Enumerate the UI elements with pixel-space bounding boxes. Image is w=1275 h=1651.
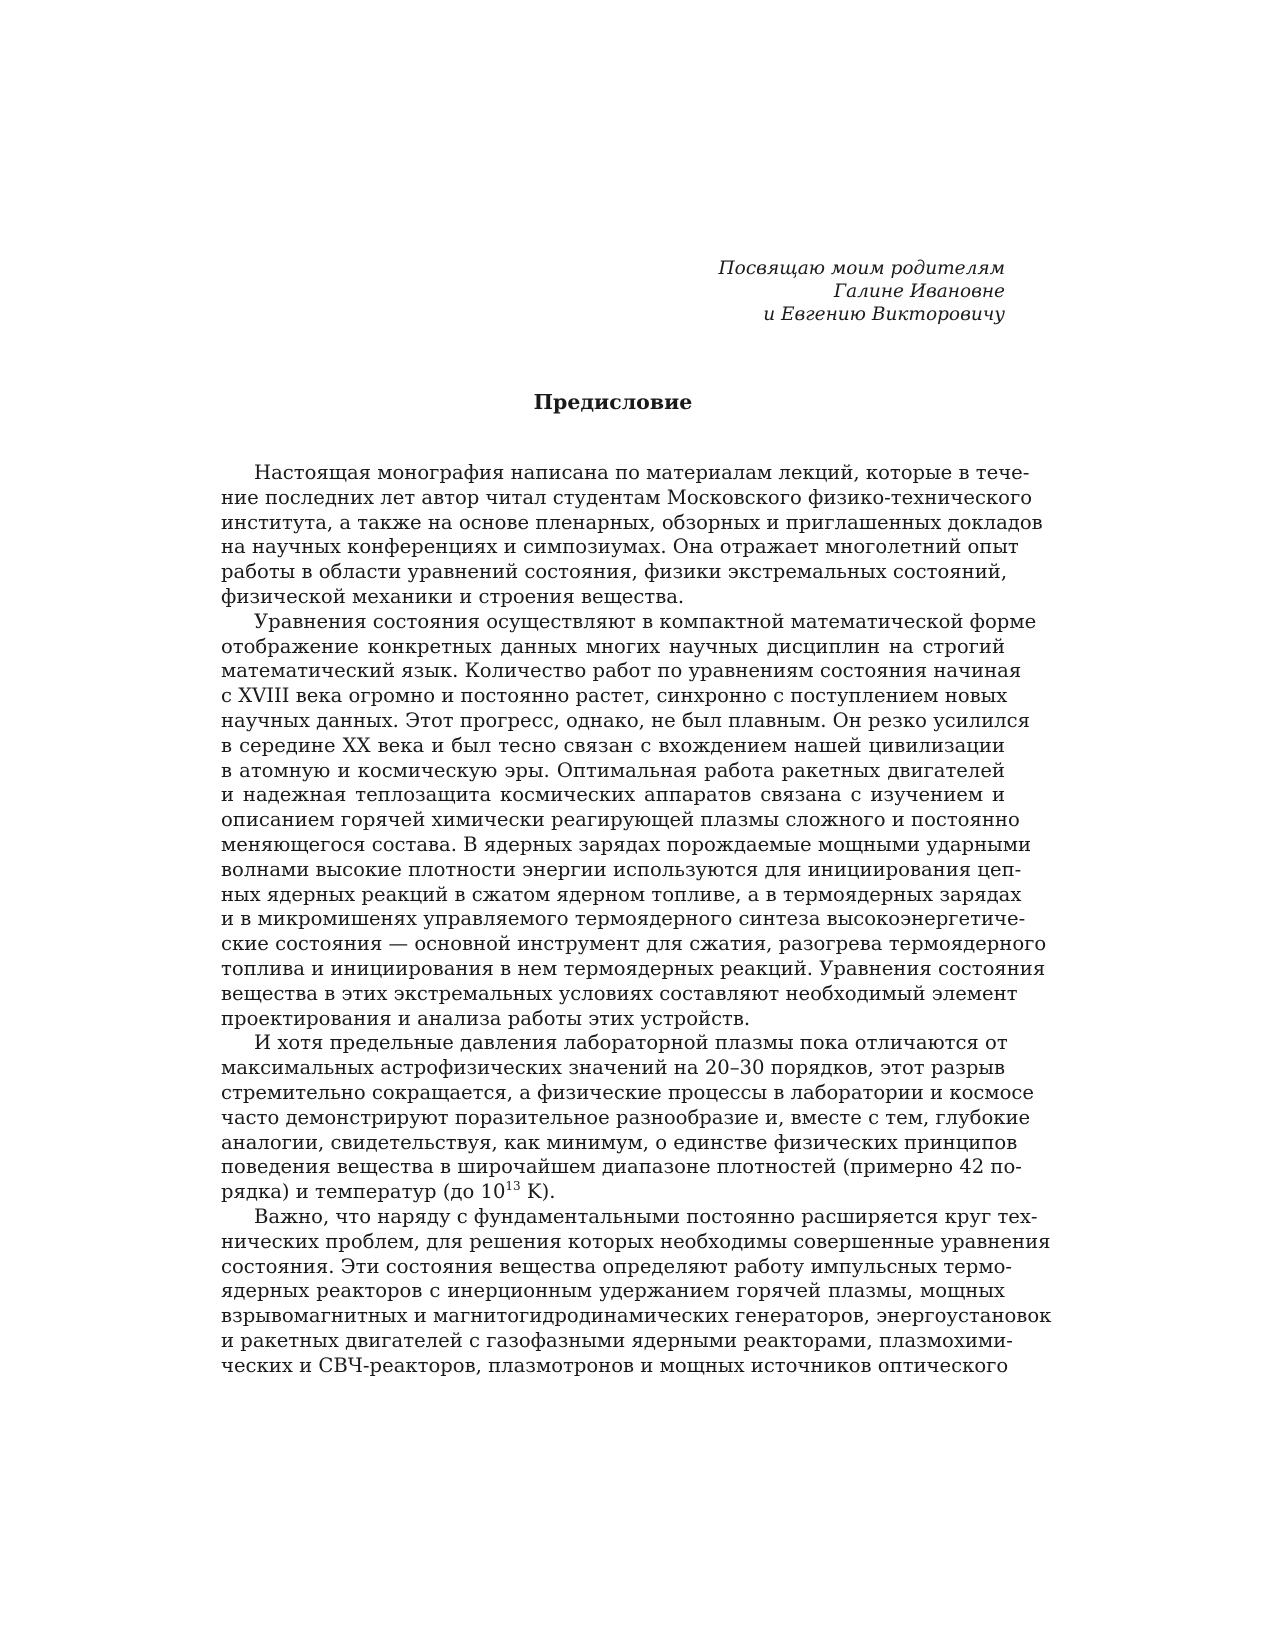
text-line: меняющегося состава. В ядерных зарядах порождаемые мощными ударными	[221, 832, 1032, 856]
text-line: ские состояния — основной инструмент для сжатия, разогрева термоядерного	[221, 932, 1047, 956]
text-line: ядерных реакторов с инерционным удержанием горячей плазмы, мощных	[221, 1279, 1005, 1303]
text-line: ных ядерных реакций в сжатом ядерном топливе, а в термоядерных зарядах	[221, 882, 1022, 906]
text-line: часто демонстрируют поразительное разнообразие и, вместе с тем, глубокие	[221, 1105, 1031, 1129]
text-line: и ракетных двигателей с газофазными ядерными реакторами, плазмохими-	[221, 1328, 1013, 1352]
exponent: 13	[505, 1179, 521, 1194]
text-line: И хотя предельные давления лабораторной плазмы пока отличаются от	[254, 1031, 1008, 1055]
text-line: физической механики и строения вещества.	[221, 584, 685, 608]
paragraph	[221, 1031, 1034, 1205]
text-line: института, а также на основе пленарных, обзорных и приглашенных докладов	[221, 510, 1043, 534]
dedication-line: Галине Ивановне	[833, 281, 1005, 302]
paragraph	[221, 609, 1047, 1032]
text-line: нических проблем, для решения которых необходимы совершенные уравнения	[221, 1229, 1051, 1253]
text-line	[221, 1180, 1005, 1205]
section-heading: Предисловие	[533, 390, 693, 414]
paragraph	[221, 461, 1043, 610]
text-line: и надежная теплозащита космических аппаратов связана с изучением и	[221, 783, 1005, 807]
paragraph	[221, 1204, 1052, 1379]
text-line: в середине XX века и был тесно связан с вхождением нашей цивилизации	[221, 733, 1005, 757]
text-line: волнами высокие плотности энергии используются для инициирования цеп-	[221, 857, 1022, 881]
text-line: в атомную и космическую эры. Оптимальная работа ракетных двигателей	[221, 758, 1005, 782]
text-line: с XVIII века огромно и постоянно растет, синхронно с поступлением новых	[221, 684, 1008, 708]
text-line: и в микромишенях управляемого термоядерного синтеза высокоэнергетиче-	[221, 907, 1026, 931]
dedication-line: Посвящаю моим родителям	[718, 258, 1005, 279]
dedication	[719, 257, 1005, 326]
text-line: аналогии, свидетельствуя, как минимум, о единстве физических принципов	[221, 1130, 1018, 1154]
text-line: вещества в этих экстремальных условиях составляют необходимый элемент	[221, 981, 1018, 1005]
text-line: работы в области уравнений состояния, физики экстремальных состояний,	[221, 560, 1008, 584]
text-line: поведения вещества в широчайшем диапазоне плотностей (примерно 42 по-	[221, 1155, 1022, 1179]
text-line: Важно, что наряду с фундаментальными постоянно расширяется круг тех-	[254, 1204, 1038, 1228]
text-fragment: K).	[520, 1180, 556, 1204]
dedication-line: и Евгению Викторовичу	[763, 304, 1005, 325]
text-line: топлива и инициирования в нем термоядерных реакций. Уравнения состояния	[221, 956, 1046, 980]
text-line: описанием горячей химически реагирующей плазмы сложного и постоянно	[221, 808, 1020, 832]
text-line: научных данных. Этот прогресс, однако, не был плавным. Он резко усилился	[221, 708, 1030, 732]
text-line: состояния. Эти состояния вещества определяют работу импульсных термо-	[221, 1254, 1012, 1278]
text-line: проектирования и анализа работы этих устройств.	[221, 1006, 751, 1030]
text-line: ческих и СВЧ-реакторов, плазмотронов и мощных источников оптического	[221, 1353, 1009, 1377]
text-line: математический язык. Количество работ по уравнениям состояния начиная	[221, 659, 1022, 683]
body-text	[221, 461, 1052, 1378]
text-line: отображение конкретных данных многих научных дисциплин на строгий	[221, 634, 1005, 658]
text-line: Настоящая монография написана по материалам лекций, которые в тече-	[254, 461, 1030, 484]
text-line: взрывомагнитных и магнитогидродинамических генераторов, энергоустановок	[221, 1304, 1052, 1328]
text-line: максимальных астрофизических значений на 20–30 порядков, этот разрыв	[221, 1056, 1005, 1080]
text-line: ние последних лет автор читал студентам Московского физико-технического	[221, 485, 1033, 509]
text-line: Уравнения состояния осуществляют в компактной математической форме	[254, 609, 1037, 633]
text-fragment: рядка) и температур (до 10	[221, 1180, 506, 1204]
text-line: на научных конференциях и симпозиумах. Она отражает многолетний опыт	[221, 535, 1019, 559]
text-line: стремительно сокращается, а физические процессы в лаборатории и космосе	[221, 1080, 1034, 1104]
